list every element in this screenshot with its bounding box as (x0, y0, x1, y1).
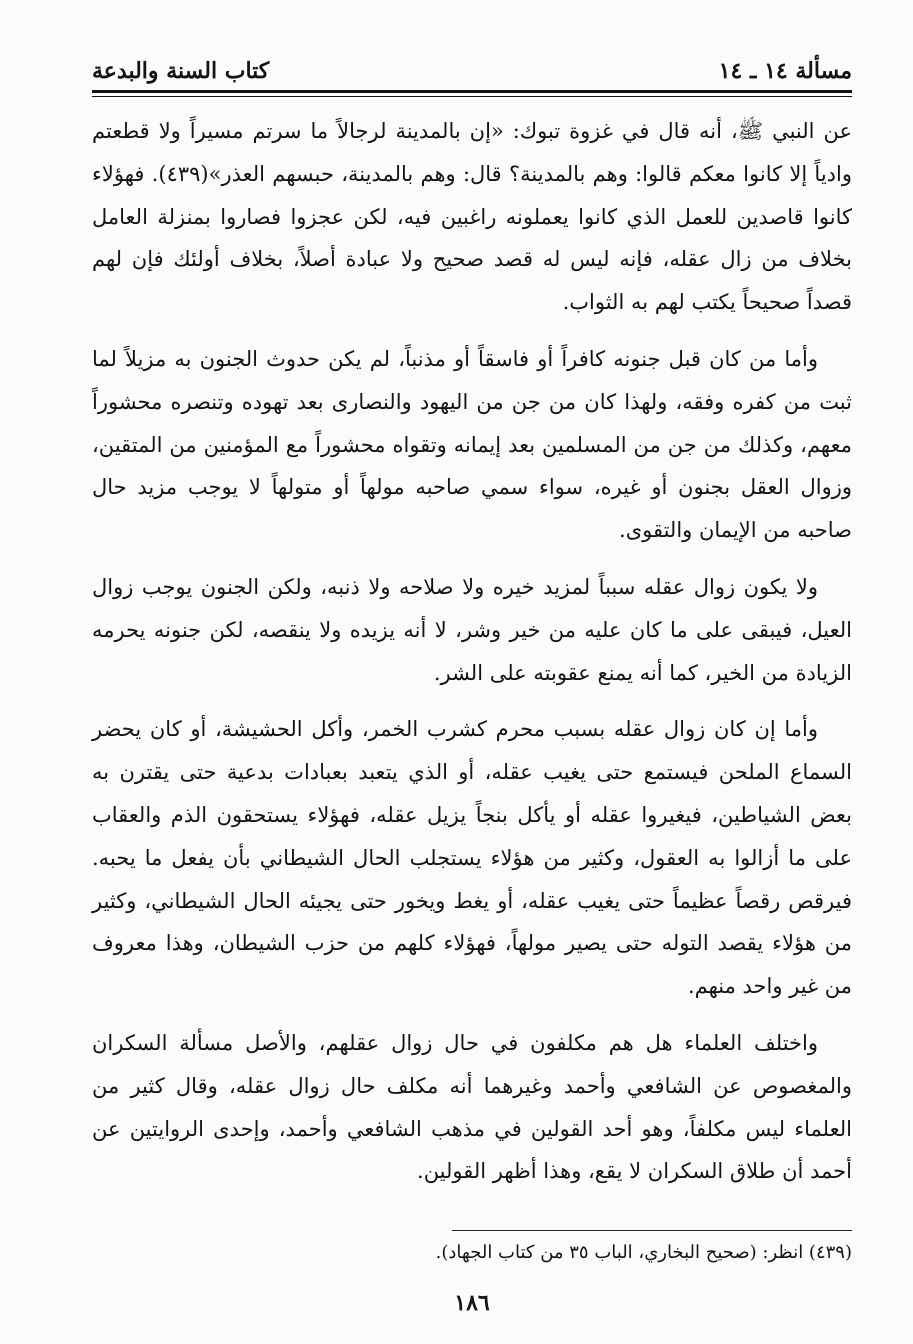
paragraph: عن النبي ﷺ، أنه قال في غزوة تبوك: «إن بالمدينة لرجالاً ما سرتم مسيراً ولا قطعتم وادياً إلا كانوا معكم قالوا: وهم بالمدينة؟ قال: وهم بالمدينة، حبسهم العذر»(٤٣٩). فهؤلاء كانوا قاصدين للعمل الذي كانوا يعملونه راغبين فيه، لكن عجزوا فصاروا بمنزلة العامل بخلاف من زال عقله، فإنه ليس له قصد صحيح ولا عبادة أصلاً، بخلاف أولئك فإن لهم قصداً صحيحاً يكتب لهم به الثواب. (92, 119, 853, 315)
footnote: (٤٣٩) انظر: (صحيح البخاري، الباب ٣٥ من كتاب الجهاد). (435, 1242, 852, 1263)
header-rule-thick (92, 90, 852, 93)
header-issue-number: مسألة ١٤ ـ ١٤ (718, 58, 852, 84)
page-number: ١٨٦ (454, 1290, 490, 1316)
paragraph: وأما من كان قبل جنونه كافراً أو فاسقاً أو مذنباً، لم يكن حدوث الجنون به مزيلاً لما ثبت من كفره وفقه، ولهذا كان من جن من اليهود والنصارى بعد تهوده وتنصره محشوراً معهم، وكذلك من جن من المسلمين بعد إيمانه وتقواه محشوراً مع المؤمنين من المتقين، وزوال العقل بجنون أو غيره، سواء سمي صاحبه مولهاً أو متولهاً لا يوجب مزيد حال صاحبه من الإيمان والتقوى. (92, 346, 852, 543)
header-book-title: كتاب السنة والبدعة (92, 58, 270, 84)
body-text (92, 110, 852, 1207)
header-rule-thin (92, 96, 852, 97)
running-header (92, 48, 852, 84)
paragraph: وأما إن كان زوال عقله بسبب محرم كشرب الخمر، وأكل الحشيشة، أو كان يحضر السماع الملحن فيستمع حتى يغيب عقله، أو الذي يتعبد بعبادات بدعية حتى يقترن به بعض الشياطين، فيغيروا عقله أو يأكل بنجاً يزيل عقله، فهؤلاء يستحقون الذم والعقاب على ما أزالوا به العقول، وكثير من هؤلاء يستجلب الحال الشيطاني بأن يفعل ما يحبه. فيرقص رقصاً عظيماً حتى يغيب عقله، أو يغط ويخور حتى يجيئه الحال الشيطاني، وكثير من هؤلاء يقصد التوله حتى يصير مولهاً، فهؤلاء كلهم من حزب الشيطان، وهذا معروف من غير واحد منهم. (92, 717, 852, 999)
document-page (92, 40, 852, 1330)
paragraph: ولا يكون زوال عقله سبباً لمزيد خيره ولا صلاحه ولا ذنبه، ولكن الجنون يوجب زوال العيل، فيبقى على ما كان عليه من خير وشر، لا أنه يزيده ولا ينقصه، لكن جنونه يحرمه الزيادة من الخير، كما أنه يمنع عقوبته على الشر. (92, 574, 852, 685)
paragraph: واختلف العلماء هل هم مكلفون في حال زوال عقلهم، والأصل مسألة السكران والمغصوص عن الشافعي وأحمد وغيرهما أنه مكلف حال زوال عقله، وقال كثير من العلماء ليس مكلفاً، وهو أحد القولين في مذهب الشافعي وأحمد، وإحدى الروايتين عن أحمد أن طلاق السكران لا يقع، وهذا أظهر القولين. (92, 1030, 852, 1184)
footnote-rule (452, 1230, 852, 1231)
